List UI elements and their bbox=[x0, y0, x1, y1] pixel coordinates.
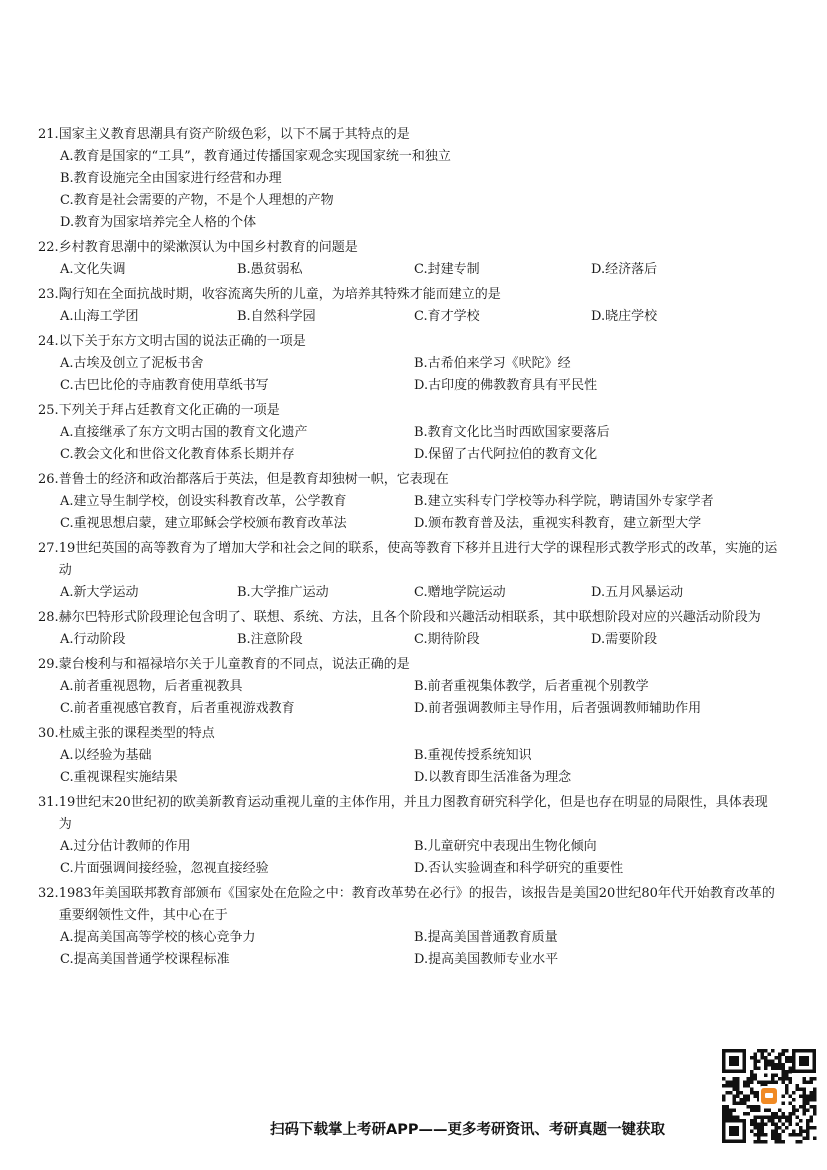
option-b: B.注意阶段 bbox=[237, 632, 303, 647]
option-c: C.教育是社会需要的产物，不是个人理想的产物 bbox=[60, 193, 334, 208]
option-d: D.提高美国教师专业水平 bbox=[414, 952, 559, 967]
option-c: C.赠地学院运动 bbox=[414, 585, 506, 600]
options bbox=[38, 353, 778, 397]
question-text: 乡村教育思潮中的梁漱溟认为中国乡村教育的问题是 bbox=[58, 240, 358, 255]
question-22 bbox=[38, 237, 778, 281]
options bbox=[38, 629, 778, 651]
question-28 bbox=[38, 607, 778, 651]
option-a: A.新大学运动 bbox=[60, 585, 139, 600]
options bbox=[38, 836, 778, 880]
question-text: 杜威主张的课程类型的特点 bbox=[58, 726, 215, 741]
option-b: B.提高美国普通教育质量 bbox=[414, 930, 558, 945]
option-a: A.山海工学团 bbox=[60, 309, 139, 324]
question-number: 25. bbox=[38, 403, 59, 418]
question-stem bbox=[38, 654, 778, 676]
option-a: A.教育是国家的“工具”，教育通过传播国家观念实现国家统一和独立 bbox=[60, 149, 451, 164]
option-d: D.保留了古代阿拉伯的教育文化 bbox=[414, 447, 598, 462]
option-b: B.愚贫弱私 bbox=[237, 262, 303, 277]
option-b: B.重视传授系统知识 bbox=[414, 748, 532, 763]
option-d: D.以教育即生活准备为理念 bbox=[414, 770, 572, 785]
option-d: D.五月风暴运动 bbox=[591, 585, 684, 600]
question-number: 26. bbox=[38, 472, 59, 487]
question-text: 蒙台梭利与和福禄培尔关于儿童教育的不同点，说法正确的是 bbox=[58, 657, 410, 672]
question-text: 19世纪英国的高等教育为了增加大学和社会之间的联系，使高等教育下移并且进行大学的课程形式教学形式的改革，实施的运动 bbox=[58, 541, 778, 578]
option-b: B.古希伯来学习《吠陀》经 bbox=[414, 356, 571, 371]
option-c: C.片面强调间接经验，忽视直接经验 bbox=[60, 861, 269, 876]
question-23 bbox=[38, 284, 778, 328]
option-d: D.颁布教育普及法，重视实科教育，建立新型大学 bbox=[414, 516, 702, 531]
option-b: B.前者重视集体教学，后者重视个别教学 bbox=[414, 679, 649, 694]
question-number: 32. bbox=[38, 886, 59, 901]
question-text: 国家主义教育思潮具有资产阶级色彩，以下不属于其特点的是 bbox=[58, 127, 410, 142]
option-d: D.晓庄学校 bbox=[591, 309, 658, 324]
question-text: 普鲁士的经济和政治都落后于英法，但是教育却独树一帜，它表现在 bbox=[58, 472, 449, 487]
qr-code-icon bbox=[720, 1047, 818, 1145]
question-number: 27. bbox=[38, 541, 59, 556]
option-a: A.行动阶段 bbox=[60, 632, 126, 647]
question-30 bbox=[38, 723, 778, 789]
option-b: B.大学推广运动 bbox=[237, 585, 329, 600]
option-d: D.古印度的佛教教育具有平民性 bbox=[414, 378, 598, 393]
options bbox=[38, 259, 778, 281]
question-32 bbox=[38, 883, 778, 971]
option-c: C.重视课程实施结果 bbox=[60, 770, 178, 785]
question-text: 陶行知在全面抗战时期，收容流离失所的儿童，为培养其特殊才能而建立的是 bbox=[58, 287, 501, 302]
option-b: B.教育文化比当时西欧国家要落后 bbox=[414, 425, 610, 440]
options bbox=[38, 927, 778, 971]
option-d: D.经济落后 bbox=[591, 262, 658, 277]
option-b: B.建立实科专门学校等办科学院，聘请国外专家学者 bbox=[414, 494, 714, 509]
question-text: 1983年美国联邦教育部颁布《国家处在危险之中：教育改革势在必行》的报告，该报告是美国20世纪80年代开始教育改革的重要纲领性文件，其中心在于 bbox=[58, 886, 775, 923]
option-d: D.前者强调教师主导作用，后者强调教师辅助作用 bbox=[414, 701, 702, 716]
question-26 bbox=[38, 469, 778, 535]
option-c: C.古巴比伦的寺庙教育使用草纸书写 bbox=[60, 378, 269, 393]
question-stem bbox=[38, 792, 778, 836]
question-text: 以下关于东方文明古国的说法正确的一项是 bbox=[58, 334, 306, 349]
option-c: C.提高美国普通学校课程标准 bbox=[60, 952, 230, 967]
option-c: C.重视思想启蒙，建立耶稣会学校颁布教育改革法 bbox=[60, 516, 347, 531]
question-24 bbox=[38, 331, 778, 397]
question-stem bbox=[38, 331, 778, 353]
option-c: C.封建专制 bbox=[414, 262, 480, 277]
question-stem bbox=[38, 607, 778, 629]
question-stem bbox=[38, 237, 778, 259]
option-a: A.以经验为基础 bbox=[60, 748, 152, 763]
option-c: C.前者重视感官教育，后者重视游戏教育 bbox=[60, 701, 295, 716]
qr-code[interactable] bbox=[720, 1047, 818, 1145]
options bbox=[38, 306, 778, 328]
option-b: B.自然科学园 bbox=[237, 309, 316, 324]
question-21 bbox=[38, 124, 778, 234]
question-number: 30. bbox=[38, 726, 59, 741]
option-d: D.否认实验调查和科学研究的重要性 bbox=[414, 861, 624, 876]
question-text: 赫尔巴特形式阶段理论包含明了、联想、系统、方法，且各个阶段和兴趣活动相联系，其中联想阶段对应的兴趣活动阶段为 bbox=[58, 610, 761, 625]
option-b: B.儿童研究中表现出生物化倾向 bbox=[414, 839, 597, 854]
option-a: A.直接继承了东方文明古国的教育文化遗产 bbox=[60, 425, 308, 440]
option-a: A.古埃及创立了泥板书舍 bbox=[60, 356, 204, 371]
question-stem bbox=[38, 883, 778, 927]
question-text: 19世纪末20世纪初的欧美新教育运动重视儿童的主体作用，并且力图教育研究科学化，但是也存在明显的局限性，具体表现为 bbox=[58, 795, 768, 832]
question-number: 31. bbox=[38, 795, 59, 810]
question-number: 28. bbox=[38, 610, 59, 625]
option-d: D.需要阶段 bbox=[591, 632, 658, 647]
option-d: D.教育为国家培养完全人格的个体 bbox=[60, 215, 257, 230]
question-number: 22. bbox=[38, 240, 59, 255]
question-stem bbox=[38, 469, 778, 491]
option-c: C.期待阶段 bbox=[414, 632, 480, 647]
question-text: 下列关于拜占廷教育文化正确的一项是 bbox=[58, 403, 280, 418]
question-stem bbox=[38, 124, 778, 146]
options bbox=[38, 745, 778, 789]
question-stem bbox=[38, 400, 778, 422]
option-a: A.过分估计教师的作用 bbox=[60, 839, 191, 854]
question-list bbox=[38, 124, 778, 974]
option-c: C.教会文化和世俗文化教育体系长期并存 bbox=[60, 447, 295, 462]
option-a: A.文化失调 bbox=[60, 262, 126, 277]
options bbox=[38, 582, 778, 604]
question-27 bbox=[38, 538, 778, 604]
question-31 bbox=[38, 792, 778, 880]
options bbox=[38, 491, 778, 535]
question-29 bbox=[38, 654, 778, 720]
question-stem bbox=[38, 538, 778, 582]
option-a: A.建立导生制学校，创设实科教育改革，公学教育 bbox=[60, 494, 347, 509]
question-number: 24. bbox=[38, 334, 59, 349]
option-b: B.教育设施完全由国家进行经营和办理 bbox=[60, 171, 282, 186]
question-25 bbox=[38, 400, 778, 466]
question-number: 23. bbox=[38, 287, 59, 302]
options bbox=[38, 676, 778, 720]
question-number: 21. bbox=[38, 127, 59, 142]
question-stem bbox=[38, 723, 778, 745]
option-a: A.前者重视恩物，后者重视教具 bbox=[60, 679, 243, 694]
footer-promo-text: 扫码下载掌上考研APP——更多考研资讯、考研真题一键获取 bbox=[270, 1122, 665, 1138]
options bbox=[38, 422, 778, 466]
option-c: C.育才学校 bbox=[414, 309, 480, 324]
question-stem bbox=[38, 284, 778, 306]
question-number: 29. bbox=[38, 657, 59, 672]
options bbox=[38, 146, 778, 234]
option-a: A.提高美国高等学校的核心竞争力 bbox=[60, 930, 256, 945]
